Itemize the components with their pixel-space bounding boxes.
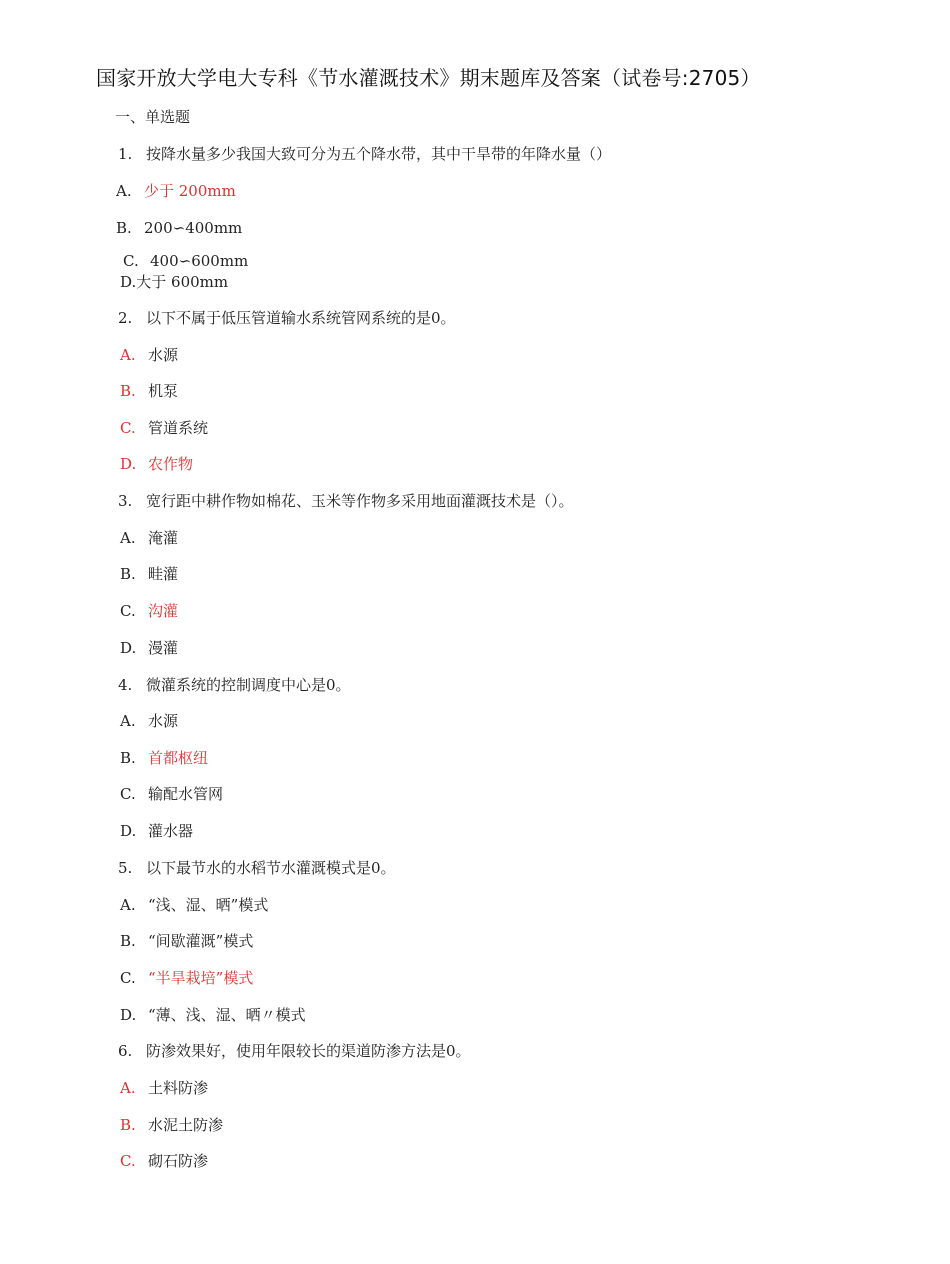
option-text-answer: 农作物 — [148, 455, 194, 473]
option-text: 200∽400mm — [144, 219, 243, 237]
question-number: 3. — [118, 492, 133, 510]
option-letter: A. — [120, 712, 136, 730]
q1-option-d — [120, 273, 228, 291]
option-letter: A. — [120, 896, 136, 914]
option-text: 管道系统 — [148, 419, 209, 437]
question-5 — [118, 859, 396, 877]
q6-option-a — [120, 1079, 208, 1097]
q2-option-b — [120, 382, 178, 400]
question-2 — [118, 309, 456, 327]
option-text: 大于 600mm — [136, 273, 229, 291]
option-text-answer: “半旱栽培”模式 — [148, 969, 254, 987]
q1-option-a — [116, 182, 236, 200]
option-letter: B. — [120, 565, 136, 583]
option-letter: D. — [120, 455, 137, 473]
question-number: 6. — [118, 1042, 133, 1060]
q3-option-b — [120, 565, 178, 583]
option-letter: C. — [120, 602, 136, 620]
q6-option-b — [120, 1116, 223, 1134]
option-letter: B. — [120, 1116, 136, 1134]
q5-option-c — [120, 969, 253, 987]
question-6 — [118, 1042, 471, 1060]
q1-option-b — [116, 219, 242, 237]
option-text: 水泥土防渗 — [148, 1116, 224, 1134]
option-letter: A. — [120, 529, 136, 547]
q4-option-b — [120, 749, 208, 767]
option-text: 砌石防渗 — [148, 1152, 209, 1170]
q3-option-a — [120, 529, 178, 547]
q5-option-d — [120, 1006, 306, 1024]
question-3 — [118, 492, 574, 510]
question-4 — [118, 676, 351, 694]
question-text: 按降水量多少我国大致可分为五个降水带，其中干旱带的年降水量（） — [146, 145, 612, 163]
option-letter: B. — [120, 932, 136, 950]
option-letter: C. — [120, 969, 136, 987]
option-text: 淹灌 — [148, 529, 179, 547]
option-letter: A. — [120, 346, 136, 364]
option-letter: D. — [120, 822, 137, 840]
option-letter: C. — [120, 419, 136, 437]
option-text: 400∽600mm — [150, 252, 249, 270]
option-text: 水源 — [148, 712, 179, 730]
option-text: 机泵 — [148, 382, 179, 400]
question-text: 以下不属于低压管道输水系统管网系统的是0。 — [146, 309, 456, 327]
option-letter: B. — [120, 749, 136, 767]
option-letter: A. — [116, 182, 132, 200]
q4-option-d — [120, 822, 193, 840]
q4-option-c — [120, 785, 223, 803]
q4-option-a — [120, 712, 178, 730]
option-text-answer: 少于 200mm — [144, 182, 236, 200]
q1-option-c — [120, 252, 248, 270]
option-text: “薄、浅、湿、晒〃模式 — [148, 1006, 306, 1024]
option-text-answer: 沟灌 — [148, 602, 179, 620]
option-letter: D. — [120, 639, 137, 657]
q3-option-d — [120, 639, 178, 657]
option-text: 灌水器 — [148, 822, 194, 840]
option-letter: C. — [120, 785, 136, 803]
q2-option-d — [120, 455, 193, 473]
option-text: 畦灌 — [148, 565, 179, 583]
question-text: 防渗效果好，使用年限较长的渠道防渗方法是0。 — [146, 1042, 471, 1060]
option-text: “间歇灌溉”模式 — [148, 932, 254, 950]
question-text: 微灌系统的控制调度中心是0。 — [146, 676, 351, 694]
question-text: 以下最节水的水稻节水灌溉模式是0。 — [146, 859, 396, 877]
option-text: 输配水管网 — [148, 785, 224, 803]
option-letter: C. — [123, 252, 139, 270]
option-text: 水源 — [148, 346, 179, 364]
option-letter: D. — [120, 273, 137, 291]
q5-option-a — [120, 896, 268, 914]
option-text: 土料防渗 — [148, 1079, 209, 1097]
option-text: “浅、湿、晒”模式 — [148, 896, 269, 914]
option-text-answer: 首都枢纽 — [148, 749, 209, 767]
option-letter: C. — [120, 1152, 136, 1170]
q2-option-a — [120, 346, 178, 364]
option-letter: D. — [120, 1006, 137, 1024]
q2-option-c — [120, 419, 208, 437]
q3-option-c — [120, 602, 178, 620]
document-title: 国家开放大学电大专科《节水灌溉技术》期末题库及答案（试卷号:2705） — [96, 66, 761, 90]
section-heading: 一、单选题 — [115, 108, 191, 126]
q5-option-b — [120, 932, 253, 950]
question-1 — [118, 145, 611, 163]
option-letter: A. — [120, 1079, 136, 1097]
option-text: 漫灌 — [148, 639, 179, 657]
question-number: 4. — [118, 676, 133, 694]
q6-option-c — [120, 1152, 208, 1170]
question-text: 宽行距中耕作物如棉花、玉米等作物多采用地面灌溉技术是（）。 — [146, 492, 574, 510]
question-number: 2. — [118, 309, 133, 327]
option-letter: B. — [120, 382, 136, 400]
option-letter: B. — [116, 219, 132, 237]
question-number: 5. — [118, 859, 133, 877]
question-number: 1. — [118, 145, 133, 163]
